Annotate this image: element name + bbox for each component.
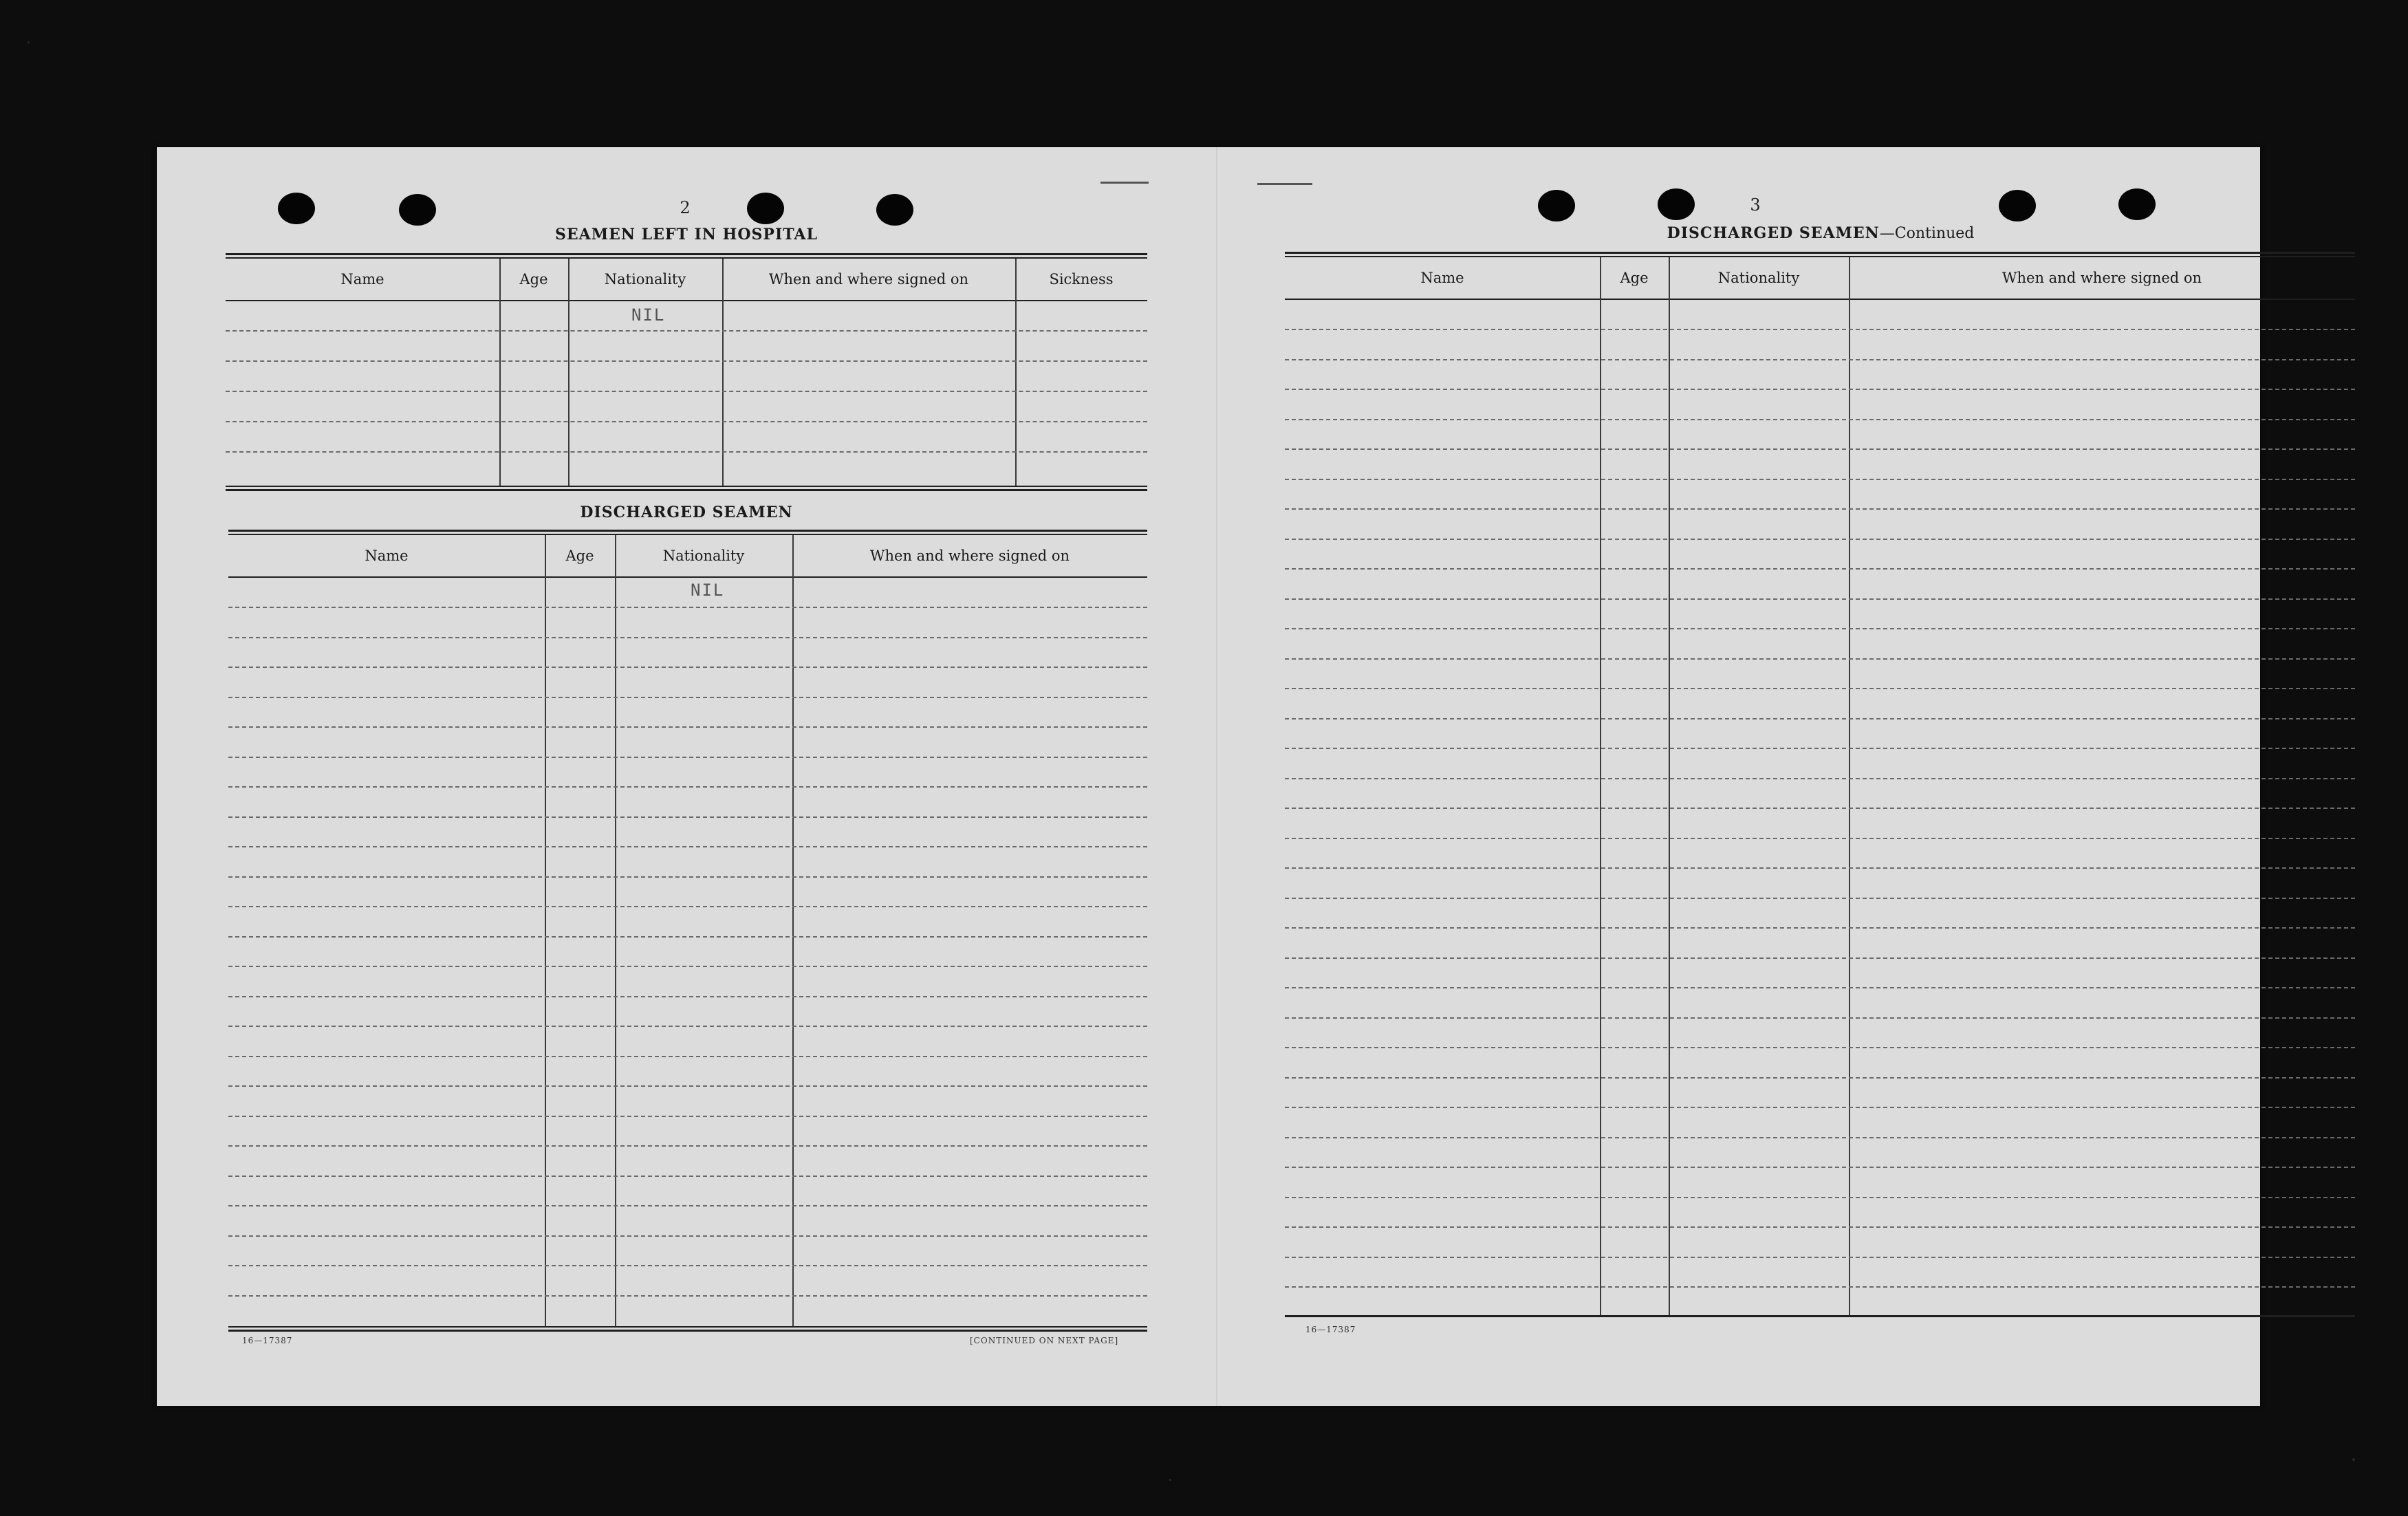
table-row-line bbox=[1285, 1107, 2355, 1108]
table-row-line bbox=[1285, 448, 2355, 450]
table-row-line bbox=[1285, 1257, 2355, 1258]
column-header-age: Age bbox=[519, 271, 548, 288]
table-row-line bbox=[228, 906, 1147, 907]
discharged-section-title: DISCHARGED SEAMEN bbox=[580, 503, 793, 521]
table-row-line bbox=[228, 1176, 1147, 1177]
column-header-signed-on: When and where signed on bbox=[768, 271, 969, 288]
table-row-line bbox=[228, 1116, 1147, 1117]
page-number-left: 2 bbox=[680, 198, 691, 217]
scan-smudge bbox=[1100, 182, 1149, 184]
continued-note: [CONTINUED ON NEXT PAGE] bbox=[970, 1336, 1119, 1345]
table-row-line bbox=[228, 667, 1147, 668]
table-row-line bbox=[228, 936, 1147, 938]
column-header-name: Name bbox=[365, 548, 409, 564]
column-header-signed-on: When and where signed on bbox=[869, 548, 1070, 564]
table-row-line bbox=[1285, 479, 2355, 480]
table-row-line bbox=[1285, 1286, 2355, 1288]
punch-hole-icon bbox=[399, 194, 436, 226]
table-row-line bbox=[1285, 1047, 2355, 1048]
table-row-line bbox=[228, 1056, 1147, 1057]
table-row-line bbox=[1285, 1226, 2355, 1228]
table-row-line bbox=[1285, 927, 2355, 929]
table-row-line bbox=[228, 816, 1147, 818]
table-row-line bbox=[1285, 568, 2355, 570]
table-row-line bbox=[228, 846, 1147, 847]
table-row-line bbox=[1285, 838, 2355, 839]
table-row-line bbox=[1285, 628, 2355, 629]
table-row-line bbox=[1285, 359, 2355, 360]
discharged-table-left bbox=[228, 530, 1147, 1332]
scan-smudge bbox=[1257, 183, 1312, 185]
table-row-line bbox=[1285, 329, 2355, 330]
table-row-line bbox=[1285, 389, 2355, 390]
punch-hole-icon bbox=[1658, 188, 1695, 220]
table-row-line bbox=[1285, 867, 2355, 869]
table-row-line bbox=[1285, 1167, 2355, 1168]
form-sheet bbox=[157, 147, 2260, 1406]
discharged-continued-title-main: DISCHARGED SEAMEN bbox=[1667, 224, 1880, 242]
table-row-line bbox=[1285, 539, 2355, 540]
punch-hole-icon bbox=[278, 193, 315, 224]
table-row-line bbox=[1285, 808, 2355, 809]
column-header-age: Age bbox=[1620, 270, 1649, 286]
page-number-right: 3 bbox=[1750, 195, 1761, 215]
punch-hole-icon bbox=[1538, 190, 1575, 221]
table-row-line bbox=[228, 1235, 1147, 1237]
table-row-line bbox=[228, 876, 1147, 878]
punch-hole-icon bbox=[1999, 190, 2036, 221]
table-row-line bbox=[228, 607, 1147, 608]
column-header-signed-on: When and where signed on bbox=[2002, 270, 2202, 286]
table-row-line bbox=[228, 726, 1147, 728]
column-header-name: Name bbox=[1420, 270, 1464, 286]
column-header-nationality: Nationality bbox=[662, 548, 745, 564]
table-row-line bbox=[228, 786, 1147, 788]
hospital-entry-nil: NIL bbox=[631, 305, 666, 325]
table-row-line bbox=[228, 1205, 1147, 1206]
table-row-line bbox=[1285, 1017, 2355, 1019]
column-header-sickness: Sickness bbox=[1049, 271, 1114, 288]
table-row-line bbox=[1285, 598, 2355, 600]
table-row-line bbox=[1285, 898, 2355, 899]
table-row-line bbox=[228, 1295, 1147, 1297]
table-row-line bbox=[228, 1085, 1147, 1087]
discharged-continued-title bbox=[1288, 224, 2354, 242]
table-row-line bbox=[228, 697, 1147, 698]
table-row-line bbox=[1285, 419, 2355, 420]
table-row-line bbox=[228, 1265, 1147, 1266]
column-header-nationality: Nationality bbox=[604, 271, 686, 288]
hospital-table bbox=[226, 253, 1147, 491]
discharged-entry-nil: NIL bbox=[691, 581, 725, 600]
table-row-line bbox=[228, 966, 1147, 967]
table-row-line bbox=[228, 996, 1147, 997]
table-row-line bbox=[1285, 1197, 2355, 1198]
table-row-line bbox=[228, 1145, 1147, 1147]
discharged-table-right bbox=[1285, 252, 2355, 1319]
table-row-line bbox=[1285, 658, 2355, 660]
column-header-name: Name bbox=[340, 271, 384, 288]
table-row-line bbox=[1285, 688, 2355, 689]
table-row-line bbox=[1285, 718, 2355, 719]
table-row-line bbox=[1285, 987, 2355, 988]
table-row-line bbox=[1285, 508, 2355, 510]
form-number-left: 16—17387 bbox=[242, 1336, 293, 1345]
column-header-nationality: Nationality bbox=[1717, 270, 1800, 286]
punch-hole-icon bbox=[747, 193, 784, 224]
table-row-line bbox=[1285, 1077, 2355, 1079]
punch-hole-icon bbox=[876, 194, 913, 226]
title-continued-suffix: —Continued bbox=[1879, 225, 1975, 242]
punch-hole-icon bbox=[2118, 188, 2156, 220]
table-row-line bbox=[228, 757, 1147, 758]
page-fold bbox=[1216, 147, 1217, 1406]
table-row-line bbox=[1285, 748, 2355, 749]
table-row-line bbox=[1285, 1137, 2355, 1138]
table-row-line bbox=[228, 1026, 1147, 1027]
table-row-line bbox=[228, 637, 1147, 638]
hospital-section-title: SEAMEN LEFT IN HOSPITAL bbox=[555, 226, 818, 243]
table-row-line bbox=[1285, 957, 2355, 959]
form-number-right: 16—17387 bbox=[1305, 1325, 1356, 1334]
table-row-line bbox=[1285, 778, 2355, 779]
column-header-age: Age bbox=[565, 548, 594, 564]
